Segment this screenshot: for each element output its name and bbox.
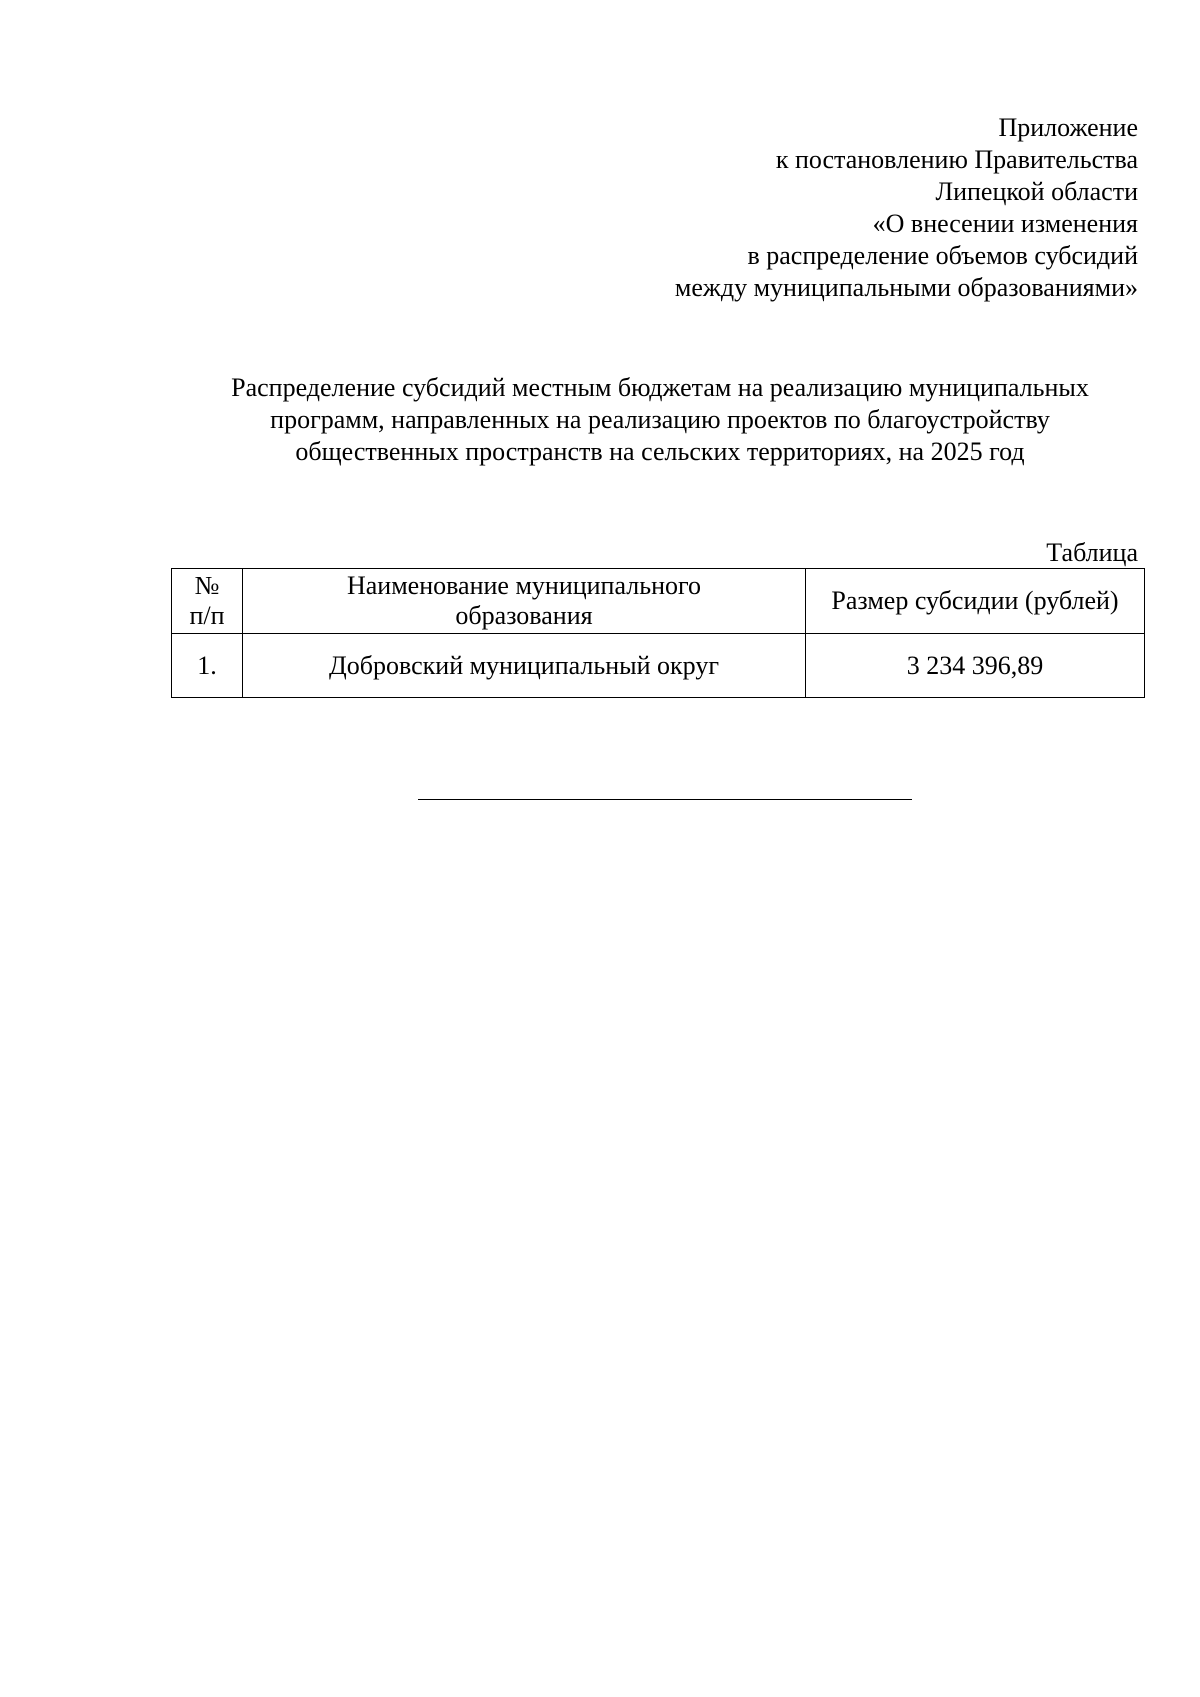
appendix-line: Липецкой области [935, 177, 1138, 206]
table-label: Таблица [1046, 538, 1138, 567]
header-number-line: п/п [189, 601, 225, 630]
appendix-line: к постановлению Правительства [775, 145, 1138, 174]
appendix-line: Приложение [998, 113, 1138, 142]
document-title-line: Распределение субсидий местным бюджетам на реализацию муниципальных [231, 373, 1089, 402]
cell-amount: 3 234 396,89 [806, 634, 1145, 698]
appendix-header [675, 112, 1138, 304]
document-title [130, 372, 1190, 468]
appendix-line: в распределение объемов субсидий [747, 241, 1138, 270]
table-row [172, 634, 1145, 698]
cell-name: Добровский муниципальный округ [243, 634, 806, 698]
table-header-row [172, 569, 1145, 634]
subsidy-table [171, 568, 1145, 698]
header-name [243, 569, 806, 634]
header-number [172, 569, 243, 634]
header-name-line: образования [455, 601, 593, 630]
header-number-line: № [194, 571, 220, 600]
header-amount: Размер субсидии (рублей) [806, 569, 1145, 634]
appendix-line: «О внесении изменения [872, 209, 1138, 238]
document-title-line: общественных пространств на сельских территориях, на 2025 год [295, 437, 1025, 466]
header-name-line: Наименование муниципального [346, 571, 702, 600]
document-title-line: программ, направленных на реализацию проектов по благоустройству [270, 405, 1050, 434]
appendix-line: между муниципальными образованиями» [674, 273, 1138, 302]
closing-rule [418, 799, 912, 800]
cell-number: 1. [172, 634, 243, 698]
